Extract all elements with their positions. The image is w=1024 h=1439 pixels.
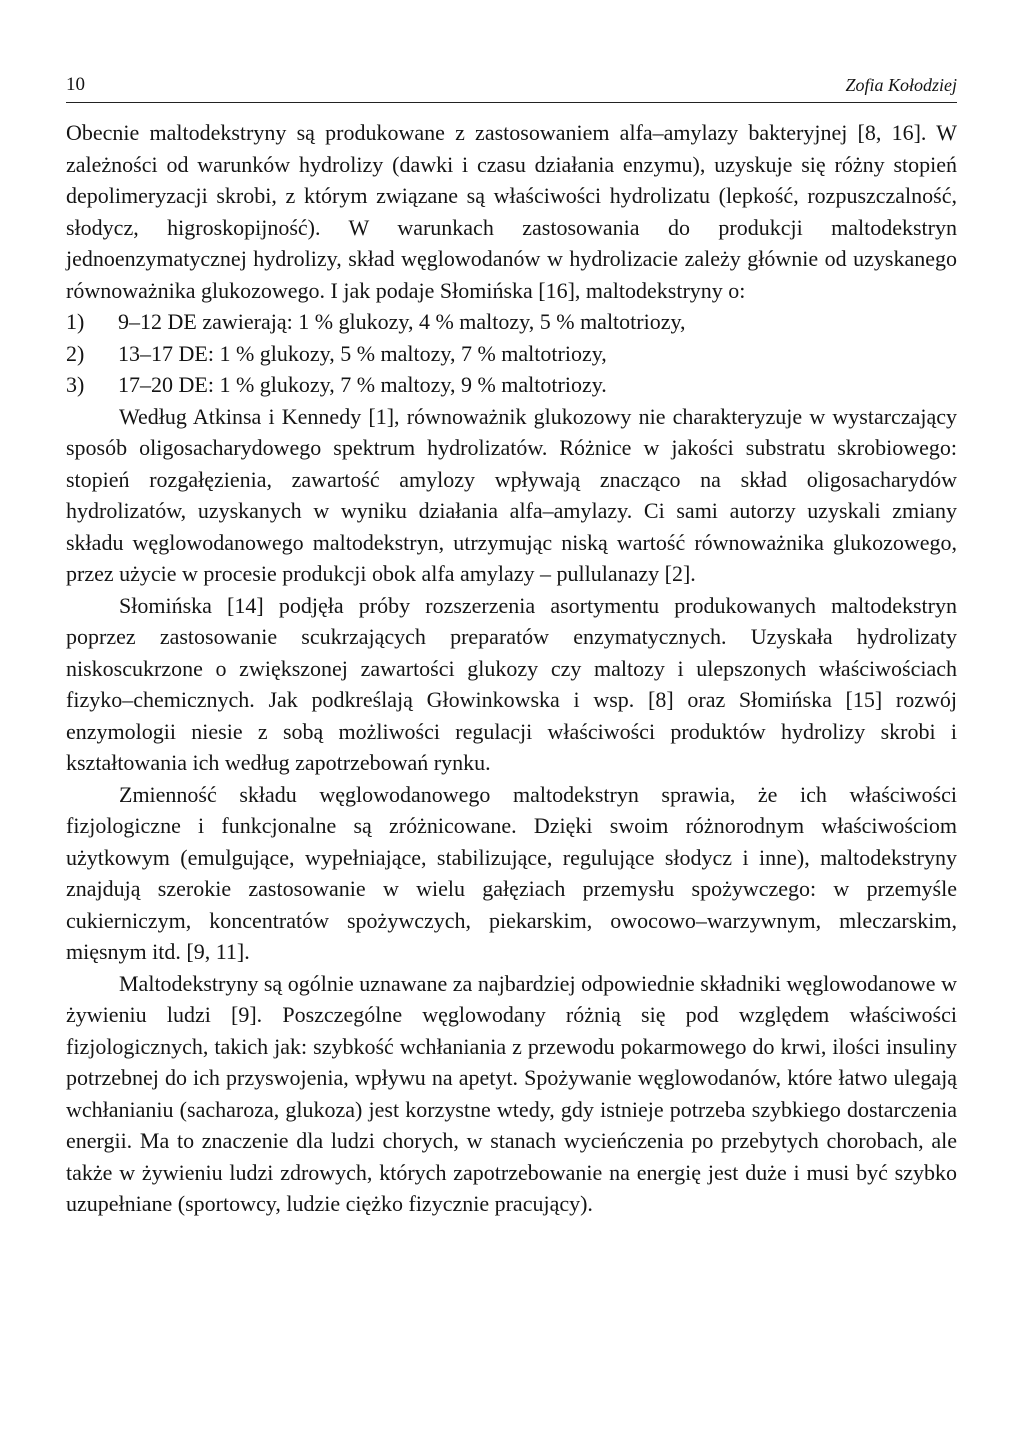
list-number: 2): [66, 340, 85, 366]
paragraph-3: Słomińska [14] podjęła próby rozszerzenia asortymentu produkowanych maltodekstryn poprzez zastosowanie scukrzających preparatów enzymatycznych. Uzyskała hydrolizaty niskoscukrzone o zwiększonej zawartości glukozy czy maltozy i ulepszonych właściwościach fizyko–chemicznych. Jak podkreślają Głowinkowska i wsp. [8] oraz Słomińska [15] rozwój enzymologii niesie z sobą możliwości regulacji właściwości produktów hydrolizy skrobi i kształtowania ich według zapotrzebowań rynku.: [66, 592, 957, 775]
running-author: Zofia Kołodziej: [845, 75, 957, 95]
paragraph-1: Obecnie maltodekstryny są produkowane z zastosowaniem alfa–amylazy bakteryjnej [8, 16]. W zależności od warunków hydrolizy (dawki i czasu działania enzymu), uzyskuje się różny stopień depolimeryzacji skrobi, z którym związane są właściwości hydrolizatu (lepkość, rozpuszczalność, słodycz, higroskopijność). W warunkach zastosowania do produkcji maltodekstryn jednoenzymatycznej hydrolizy, skład węglowodanów w hydrolizacie zależy głównie od uzyskanego równoważnika glukozowego. I jak podaje Słomińska [16], maltodekstryny o:: [66, 120, 957, 303]
paragraph-2: Według Atkinsa i Kennedy [1], równoważnik glukozowy nie charakteryzuje w wystarczający sposób oligosacharydowego spektrum hydrolizatów. Różnice w jakości substratu skrobiowego: stopień rozgałęzienia, zawartość amylozy wpływają znacząco na skład oligosacharydów hydrolizatów, uzyskanych w wyniku działania alfa–amylazy. Ci sami autorzy uzyskali zmiany składu węglowodanowego maltodekstryn, utrzymując niską wartość równoważnika glukozowego, przez użycie w procesie produkcji obok alfa amylazy – pullulanazy [2].: [66, 403, 957, 586]
list-item: [66, 306, 957, 338]
list-text: 17–20 DE: 1 % glukozy, 7 % maltozy, 9 % maltotriozy.: [118, 372, 607, 397]
list-text: 13–17 DE: 1 % glukozy, 5 % maltozy, 7 % maltotriozy,: [118, 340, 607, 366]
document-page: [66, 74, 957, 1220]
page-number: 10: [66, 74, 85, 95]
list-number: 3): [66, 372, 85, 397]
list-number: 1): [66, 309, 85, 334]
list-item: [66, 338, 957, 370]
document-body: [66, 117, 957, 1220]
list-text: 9–12 DE zawierają: 1 % glukozy, 4 % maltozy, 5 % maltotriozy,: [118, 309, 686, 334]
paragraph-4: Zmienność składu węglowodanowego maltodekstryn sprawia, że ich właściwości fizjologiczne i funkcjonalne są zróżnicowane. Dzięki swoim różnorodnym właściwościom użytkowym (emulgujące, wypełniające, stabilizujące, regulujące słodycz i inne), maltodekstryny znajdują szerokie zastosowanie w wielu gałęziach przemysłu spożywczego: w przemyśle cukierniczym, koncentratów spożywczych, piekarskim, owocowo–warzywnym, mleczarskim, mięsnym itd. [9, 11].: [66, 781, 957, 964]
paragraph-5: Maltodekstryny są ogólnie uznawane za najbardziej odpowiednie składniki węglowodanowe w żywieniu ludzi [9]. Poszczególne węglowodany różnią się pod względem właściwości fizjologicznych, takich jak: szybkość wchłaniania z przewodu pokarmowego do krwi, ilości insuliny potrzebnej do ich przyswojenia, wpływu na apetyt. Spożywanie węglowodanów, które łatwo ulegają wchłanianiu (sacharoza, glukoza) jest korzystne wtedy, gdy istnieje potrzeba szybkiego dostarczenia energii. Ma to znaczenie dla ludzi chorych, w stanach wycieńczenia po przebytych chorobach, ale także w żywieniu ludzi zdrowych, których zapotrzebowanie na energię jest duże i musi być szybko uzupełniane (sportowcy, ludzie ciężko fizycznie pracujący).: [66, 970, 957, 1216]
list-item: [66, 369, 957, 401]
page-header: [66, 74, 957, 103]
